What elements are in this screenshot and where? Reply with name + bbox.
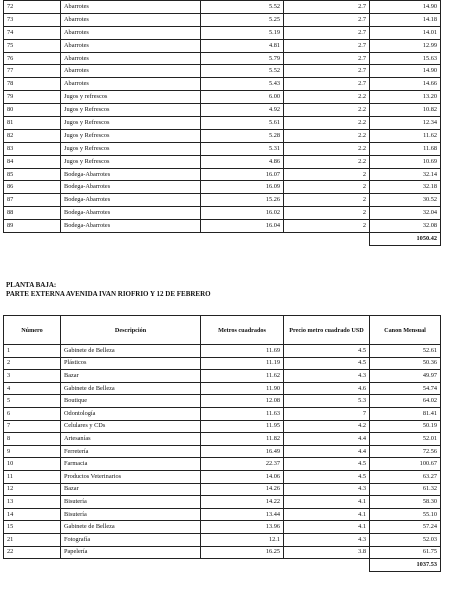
- cell-canon: 32.04: [370, 207, 441, 220]
- cell-numero: 1: [4, 345, 61, 358]
- cell-numero: 84: [4, 155, 61, 168]
- cell-numero: 85: [4, 168, 61, 181]
- cell-precio: 4.6: [284, 382, 370, 395]
- section-heading-line1: PLANTA BAJA:: [6, 281, 57, 289]
- cell-descripcion: Celulares y CDs: [61, 420, 201, 433]
- table-row: [4, 155, 441, 168]
- cell-canon: 30.52: [370, 194, 441, 207]
- cell-numero: 6: [4, 407, 61, 420]
- cell-precio: 2.7: [284, 52, 370, 65]
- table-row: [4, 357, 441, 370]
- cell-numero: 83: [4, 142, 61, 155]
- rental-table-external: [3, 315, 441, 572]
- rental-table-external-body: [4, 345, 441, 572]
- table-row: [4, 142, 441, 155]
- cell-metros: 11.82: [201, 433, 284, 446]
- table-header-row: [4, 316, 441, 345]
- cell-metros: 4.92: [201, 104, 284, 117]
- cell-canon: 54.74: [370, 382, 441, 395]
- cell-precio: 4.1: [284, 508, 370, 521]
- blank-cell: [201, 559, 284, 572]
- cell-descripcion: Ferretería: [61, 445, 201, 458]
- cell-metros: 11.95: [201, 420, 284, 433]
- table-row: [4, 65, 441, 78]
- cell-metros: 5.31: [201, 142, 284, 155]
- cell-precio: 2.7: [284, 39, 370, 52]
- table-row: [4, 370, 441, 383]
- table-row: [4, 207, 441, 220]
- cell-numero: 8: [4, 433, 61, 446]
- cell-numero: 78: [4, 78, 61, 91]
- table-row: [4, 345, 441, 358]
- table-row: [4, 382, 441, 395]
- table-row: [4, 1, 441, 14]
- cell-canon: 57.24: [370, 521, 441, 534]
- cell-precio: 2.2: [284, 129, 370, 142]
- table-row: [4, 181, 441, 194]
- cell-descripcion: Gabinete de Belleza: [61, 382, 201, 395]
- cell-precio: 2.2: [284, 117, 370, 130]
- cell-canon: 32.08: [370, 220, 441, 233]
- cell-metros: 14.26: [201, 483, 284, 496]
- cell-precio: 2: [284, 194, 370, 207]
- cell-metros: 5.79: [201, 52, 284, 65]
- cell-descripcion: Productos Veterinarios: [61, 470, 201, 483]
- table-row: [4, 470, 441, 483]
- cell-numero: 21: [4, 533, 61, 546]
- cell-canon: 32.18: [370, 181, 441, 194]
- table-row: [4, 433, 441, 446]
- cell-canon: 58.30: [370, 496, 441, 509]
- cell-metros: 16.49: [201, 445, 284, 458]
- cell-descripcion: Bisutería: [61, 508, 201, 521]
- cell-canon: 72.56: [370, 445, 441, 458]
- cell-canon: 10.82: [370, 104, 441, 117]
- cell-canon: 14.01: [370, 26, 441, 39]
- cell-canon: 14.90: [370, 65, 441, 78]
- cell-precio: 2.7: [284, 1, 370, 14]
- cell-descripcion: Jugos y Refrescos: [61, 104, 201, 117]
- cell-numero: 12: [4, 483, 61, 496]
- cell-precio: 2: [284, 168, 370, 181]
- cell-numero: 76: [4, 52, 61, 65]
- blank-cell: [4, 559, 61, 572]
- cell-precio: 2.7: [284, 65, 370, 78]
- cell-numero: 86: [4, 181, 61, 194]
- cell-metros: 6.00: [201, 91, 284, 104]
- cell-metros: 4.81: [201, 39, 284, 52]
- cell-precio: 3.8: [284, 546, 370, 559]
- table-row: [4, 13, 441, 26]
- rental-table-continued-body: [4, 1, 441, 246]
- cell-descripcion: Abarrotes: [61, 13, 201, 26]
- cell-metros: 13.44: [201, 508, 284, 521]
- table-row: [4, 129, 441, 142]
- table-row: [4, 407, 441, 420]
- cell-canon: 100.67: [370, 458, 441, 471]
- cell-metros: 5.43: [201, 78, 284, 91]
- section-heading: [6, 281, 211, 299]
- table-row: [4, 26, 441, 39]
- table-row: [4, 521, 441, 534]
- cell-metros: 11.63: [201, 407, 284, 420]
- cell-numero: 77: [4, 65, 61, 78]
- cell-precio: 5.3: [284, 395, 370, 408]
- cell-numero: 75: [4, 39, 61, 52]
- cell-canon: 52.03: [370, 533, 441, 546]
- cell-metros: 15.26: [201, 194, 284, 207]
- cell-precio: 4.3: [284, 533, 370, 546]
- cell-precio: 4.3: [284, 483, 370, 496]
- cell-numero: 4: [4, 382, 61, 395]
- cell-metros: 16.25: [201, 546, 284, 559]
- cell-metros: 5.25: [201, 13, 284, 26]
- cell-precio: 2.2: [284, 142, 370, 155]
- cell-metros: 5.19: [201, 26, 284, 39]
- cell-precio: 4.5: [284, 345, 370, 358]
- cell-descripcion: Artesanías: [61, 433, 201, 446]
- cell-descripcion: Bodega-Abarrotes: [61, 207, 201, 220]
- cell-canon: 14.90: [370, 1, 441, 14]
- cell-canon: 11.68: [370, 142, 441, 155]
- cell-precio: 2.7: [284, 26, 370, 39]
- cell-canon: 81.41: [370, 407, 441, 420]
- cell-descripcion: Bodega-Abarrotes: [61, 220, 201, 233]
- cell-numero: 81: [4, 117, 61, 130]
- cell-precio: 4.5: [284, 357, 370, 370]
- cell-canon: 63.27: [370, 470, 441, 483]
- cell-precio: 7: [284, 407, 370, 420]
- cell-numero: 11: [4, 470, 61, 483]
- cell-descripcion: Jugos y Refrescos: [61, 142, 201, 155]
- rental-table-continued: [3, 0, 441, 246]
- cell-descripcion: Abarrotes: [61, 78, 201, 91]
- cell-metros: 16.04: [201, 220, 284, 233]
- table-row: [4, 78, 441, 91]
- cell-descripcion: Bodega-Abarrotes: [61, 168, 201, 181]
- cell-numero: 5: [4, 395, 61, 408]
- cell-descripcion: Abarrotes: [61, 39, 201, 52]
- cell-canon: 14.18: [370, 13, 441, 26]
- cell-precio: 4.5: [284, 470, 370, 483]
- table-row: [4, 483, 441, 496]
- header-precio: Precio metro cuadrado USD: [284, 316, 370, 345]
- cell-descripcion: Bisutería: [61, 496, 201, 509]
- cell-canon: 12.99: [370, 39, 441, 52]
- cell-descripcion: Abarrotes: [61, 52, 201, 65]
- cell-metros: 11.90: [201, 382, 284, 395]
- table-row: [4, 168, 441, 181]
- cell-numero: 89: [4, 220, 61, 233]
- cell-metros: 11.62: [201, 370, 284, 383]
- cell-precio: 4.1: [284, 496, 370, 509]
- cell-precio: 2.2: [284, 91, 370, 104]
- cell-descripcion: Bazar: [61, 370, 201, 383]
- cell-precio: 2.7: [284, 13, 370, 26]
- cell-descripcion: Plásticos: [61, 357, 201, 370]
- cell-metros: 12.1: [201, 533, 284, 546]
- cell-precio: 2.2: [284, 104, 370, 117]
- cell-precio: 2.2: [284, 155, 370, 168]
- table-row: [4, 458, 441, 471]
- cell-numero: 2: [4, 357, 61, 370]
- cell-metros: 14.06: [201, 470, 284, 483]
- table-row: [4, 546, 441, 559]
- cell-precio: 4.5: [284, 458, 370, 471]
- cell-metros: 22.37: [201, 458, 284, 471]
- blank-cell: [4, 233, 61, 246]
- cell-descripcion: Fotografía: [61, 533, 201, 546]
- header-canon: Canon Mensual: [370, 316, 441, 345]
- cell-metros: 12.08: [201, 395, 284, 408]
- cell-precio: 2.7: [284, 78, 370, 91]
- cell-descripcion: Bazar: [61, 483, 201, 496]
- cell-numero: 22: [4, 546, 61, 559]
- cell-descripcion: Jugos y Refrescos: [61, 129, 201, 142]
- table-row: [4, 104, 441, 117]
- cell-descripcion: Papelería: [61, 546, 201, 559]
- cell-numero: 88: [4, 207, 61, 220]
- cell-descripcion: Bodega-Abarrotes: [61, 194, 201, 207]
- blank-cell: [61, 559, 201, 572]
- blank-cell: [284, 233, 370, 246]
- blank-cell: [284, 559, 370, 572]
- cell-numero: 73: [4, 13, 61, 26]
- cell-descripcion: Abarrotes: [61, 65, 201, 78]
- cell-metros: 11.19: [201, 357, 284, 370]
- header-metros: Metros cuadrados: [201, 316, 284, 345]
- cell-descripcion: Jugos y Refrescos: [61, 117, 201, 130]
- cell-numero: 14: [4, 508, 61, 521]
- cell-precio: 2: [284, 181, 370, 194]
- table-row: [4, 496, 441, 509]
- header-numero: Número: [4, 316, 61, 345]
- cell-precio: 4.4: [284, 433, 370, 446]
- table-row: [4, 194, 441, 207]
- cell-numero: 82: [4, 129, 61, 142]
- cell-numero: 10: [4, 458, 61, 471]
- cell-metros: 5.52: [201, 1, 284, 14]
- cell-canon: 50.19: [370, 420, 441, 433]
- cell-descripcion: Jugos y refrescos: [61, 91, 201, 104]
- cell-numero: 9: [4, 445, 61, 458]
- cell-descripcion: Bodega-Abarrotes: [61, 181, 201, 194]
- cell-metros: 16.07: [201, 168, 284, 181]
- cell-precio: 4.3: [284, 370, 370, 383]
- cell-metros: 5.28: [201, 129, 284, 142]
- cell-canon: 52.61: [370, 345, 441, 358]
- cell-precio: 4.4: [284, 445, 370, 458]
- table-row: [4, 117, 441, 130]
- cell-canon: 64.02: [370, 395, 441, 408]
- cell-metros: 16.09: [201, 181, 284, 194]
- cell-descripcion: Gabinete de Belleza: [61, 521, 201, 534]
- table-row: [4, 91, 441, 104]
- cell-metros: 13.96: [201, 521, 284, 534]
- cell-canon: 32.14: [370, 168, 441, 181]
- table-row: [4, 52, 441, 65]
- cell-numero: 72: [4, 1, 61, 14]
- cell-canon: 49.97: [370, 370, 441, 383]
- total-row: [4, 233, 441, 246]
- cell-metros: 11.69: [201, 345, 284, 358]
- cell-numero: 87: [4, 194, 61, 207]
- cell-canon: 61.32: [370, 483, 441, 496]
- table-row: [4, 508, 441, 521]
- table-row: [4, 533, 441, 546]
- cell-numero: 74: [4, 26, 61, 39]
- cell-metros: 5.52: [201, 65, 284, 78]
- cell-canon: 14.66: [370, 78, 441, 91]
- cell-descripcion: Abarrotes: [61, 1, 201, 14]
- cell-canon: 50.36: [370, 357, 441, 370]
- cell-descripcion: Abarrotes: [61, 26, 201, 39]
- cell-canon: 61.75: [370, 546, 441, 559]
- cell-descripcion: Boutique: [61, 395, 201, 408]
- cell-metros: 14.22: [201, 496, 284, 509]
- cell-numero: 7: [4, 420, 61, 433]
- table-row: [4, 445, 441, 458]
- cell-numero: 79: [4, 91, 61, 104]
- section-heading-line2: PARTE EXTERNA AVENIDA IVAN RIOFRIO Y 12 DE FEBRERO: [6, 290, 211, 298]
- header-descripcion: Descripción: [61, 316, 201, 345]
- cell-canon: 13.20: [370, 91, 441, 104]
- cell-numero: 13: [4, 496, 61, 509]
- cell-canon: 15.63: [370, 52, 441, 65]
- cell-metros: 5.61: [201, 117, 284, 130]
- total-value: 1050.42: [370, 233, 441, 246]
- cell-descripcion: Jugos y Refrescos: [61, 155, 201, 168]
- cell-canon: 11.62: [370, 129, 441, 142]
- cell-descripcion: Gabinete de Belleza: [61, 345, 201, 358]
- cell-precio: 2: [284, 220, 370, 233]
- total-row: [4, 559, 441, 572]
- cell-canon: 55.10: [370, 508, 441, 521]
- cell-canon: 10.69: [370, 155, 441, 168]
- cell-numero: 15: [4, 521, 61, 534]
- cell-metros: 16.02: [201, 207, 284, 220]
- cell-descripcion: Farmacia: [61, 458, 201, 471]
- cell-numero: 80: [4, 104, 61, 117]
- blank-cell: [61, 233, 201, 246]
- table-row: [4, 420, 441, 433]
- cell-precio: 4.2: [284, 420, 370, 433]
- table-row: [4, 39, 441, 52]
- cell-metros: 4.86: [201, 155, 284, 168]
- total-value: 1037.53: [370, 559, 441, 572]
- cell-numero: 3: [4, 370, 61, 383]
- table-row: [4, 220, 441, 233]
- cell-precio: 2: [284, 207, 370, 220]
- cell-descripcion: Odontología: [61, 407, 201, 420]
- cell-precio: 4.1: [284, 521, 370, 534]
- cell-canon: 12.34: [370, 117, 441, 130]
- blank-cell: [201, 233, 284, 246]
- table-row: [4, 395, 441, 408]
- cell-canon: 52.01: [370, 433, 441, 446]
